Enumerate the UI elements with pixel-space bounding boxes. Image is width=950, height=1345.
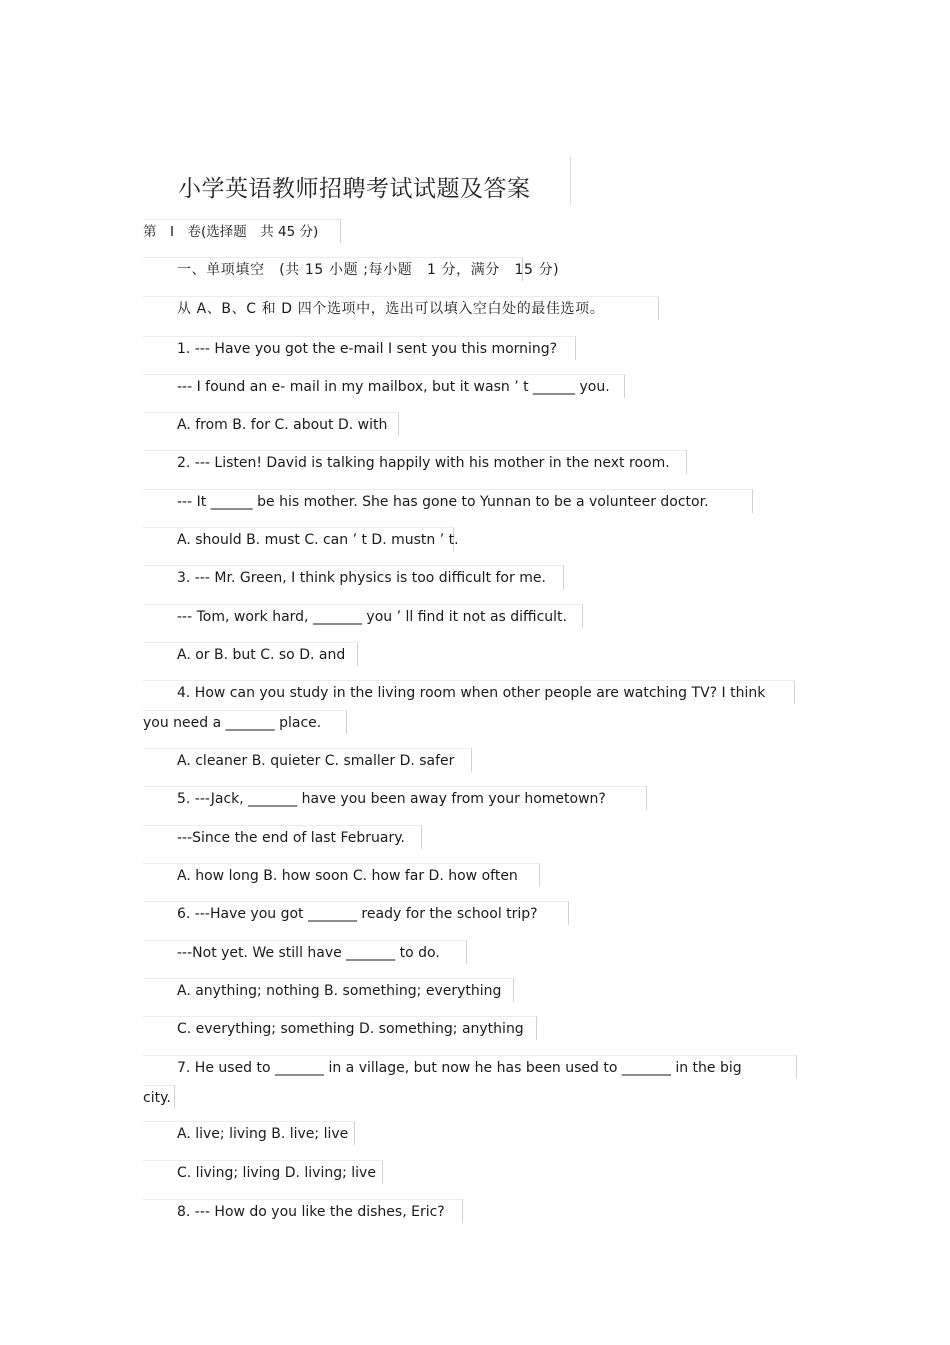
question-text: city.: [143, 1090, 171, 1106]
question-line: [143, 901, 569, 925]
question-text: --- It ______ be his mother. She has gone to Yunnan to be a volunteer doctor.: [177, 494, 709, 510]
question-line: [143, 565, 564, 589]
options-text: C. everything; something D. something; anything: [177, 1021, 524, 1037]
part-header: 第 Ⅰ 卷(选择题 共 45 分): [143, 224, 319, 240]
section-header: 一、单项填空 (共 15 小题 ;每小题 1 分，满分 15 分): [177, 262, 560, 278]
question-text: 7. He used to _______ in a village, but now he has been used to _______ in the big: [177, 1060, 742, 1076]
options-text: A. cleaner B. quieter C. smaller D. safer: [177, 753, 455, 769]
title-divider: [570, 157, 571, 205]
options-text: A. should B. must C. can ’ t D. mustn ’ t.: [177, 532, 459, 548]
options-line: [143, 412, 399, 436]
question-text: you need a _______ place.: [143, 715, 322, 731]
question-line: [143, 489, 753, 513]
options-line: [143, 642, 358, 666]
options-text: A. from B. for C. about D. with: [177, 417, 388, 433]
question-line: [143, 825, 422, 849]
question-line: [143, 336, 576, 360]
options-text: A. anything; nothing B. something; everything: [177, 983, 502, 999]
options-text: A. or B. but C. so D. and: [177, 647, 346, 663]
question-text: 8. --- How do you like the dishes, Eric?: [177, 1204, 445, 1220]
question-text: --- I found an e- mail in my mailbox, but it wasn ’ t ______ you.: [177, 379, 610, 395]
question-text: ---Not yet. We still have _______ to do.: [177, 945, 440, 961]
section-header-row: [143, 257, 560, 281]
options-text: A. how long B. how soon C. how far D. how often: [177, 868, 518, 884]
page-title: 小学英语教师招聘考试试题及答案: [178, 176, 531, 202]
question-line: [143, 680, 795, 704]
options-line: [143, 527, 459, 551]
options-line: [143, 1160, 383, 1184]
part-header-row: [143, 219, 341, 243]
instruction-text: 从 A、B、C 和 D 四个选项中，选出可以填入空白处的最佳选项。: [177, 301, 605, 317]
options-text: C. living; living D. living; live: [177, 1165, 376, 1181]
question-text: 6. ---Have you got _______ ready for the school trip?: [177, 906, 538, 922]
question-line: [143, 1199, 463, 1223]
options-line: [143, 1121, 355, 1145]
question-line-continued: [143, 710, 347, 734]
question-text: 5. ---Jack, _______ have you been away from your hometown?: [177, 791, 606, 807]
options-line: [143, 863, 540, 887]
question-text: 4. How can you study in the living room when other people are watching TV? I think: [177, 685, 766, 701]
question-line: [143, 786, 647, 810]
options-line: [143, 978, 514, 1002]
question-line: [143, 604, 583, 628]
question-text: 3. --- Mr. Green, I think physics is too difficult for me.: [177, 570, 546, 586]
question-text: --- Tom, work hard, _______ you ’ ll find it not as difficult.: [177, 609, 567, 625]
question-line: [143, 450, 687, 474]
options-line: [143, 1016, 537, 1040]
question-text: 1. --- Have you got the e-mail I sent you this morning?: [177, 341, 558, 357]
question-line: [143, 1055, 797, 1079]
instruction-row: [143, 296, 659, 320]
options-line: [143, 748, 472, 772]
question-line-continued: [143, 1085, 175, 1109]
question-line: [143, 374, 625, 398]
question-text: 2. --- Listen! David is talking happily with his mother in the next room.: [177, 455, 670, 471]
options-text: A. live; living B. live; live: [177, 1126, 349, 1142]
question-line: [143, 940, 467, 964]
question-text: ---Since the end of last February.: [177, 830, 405, 846]
